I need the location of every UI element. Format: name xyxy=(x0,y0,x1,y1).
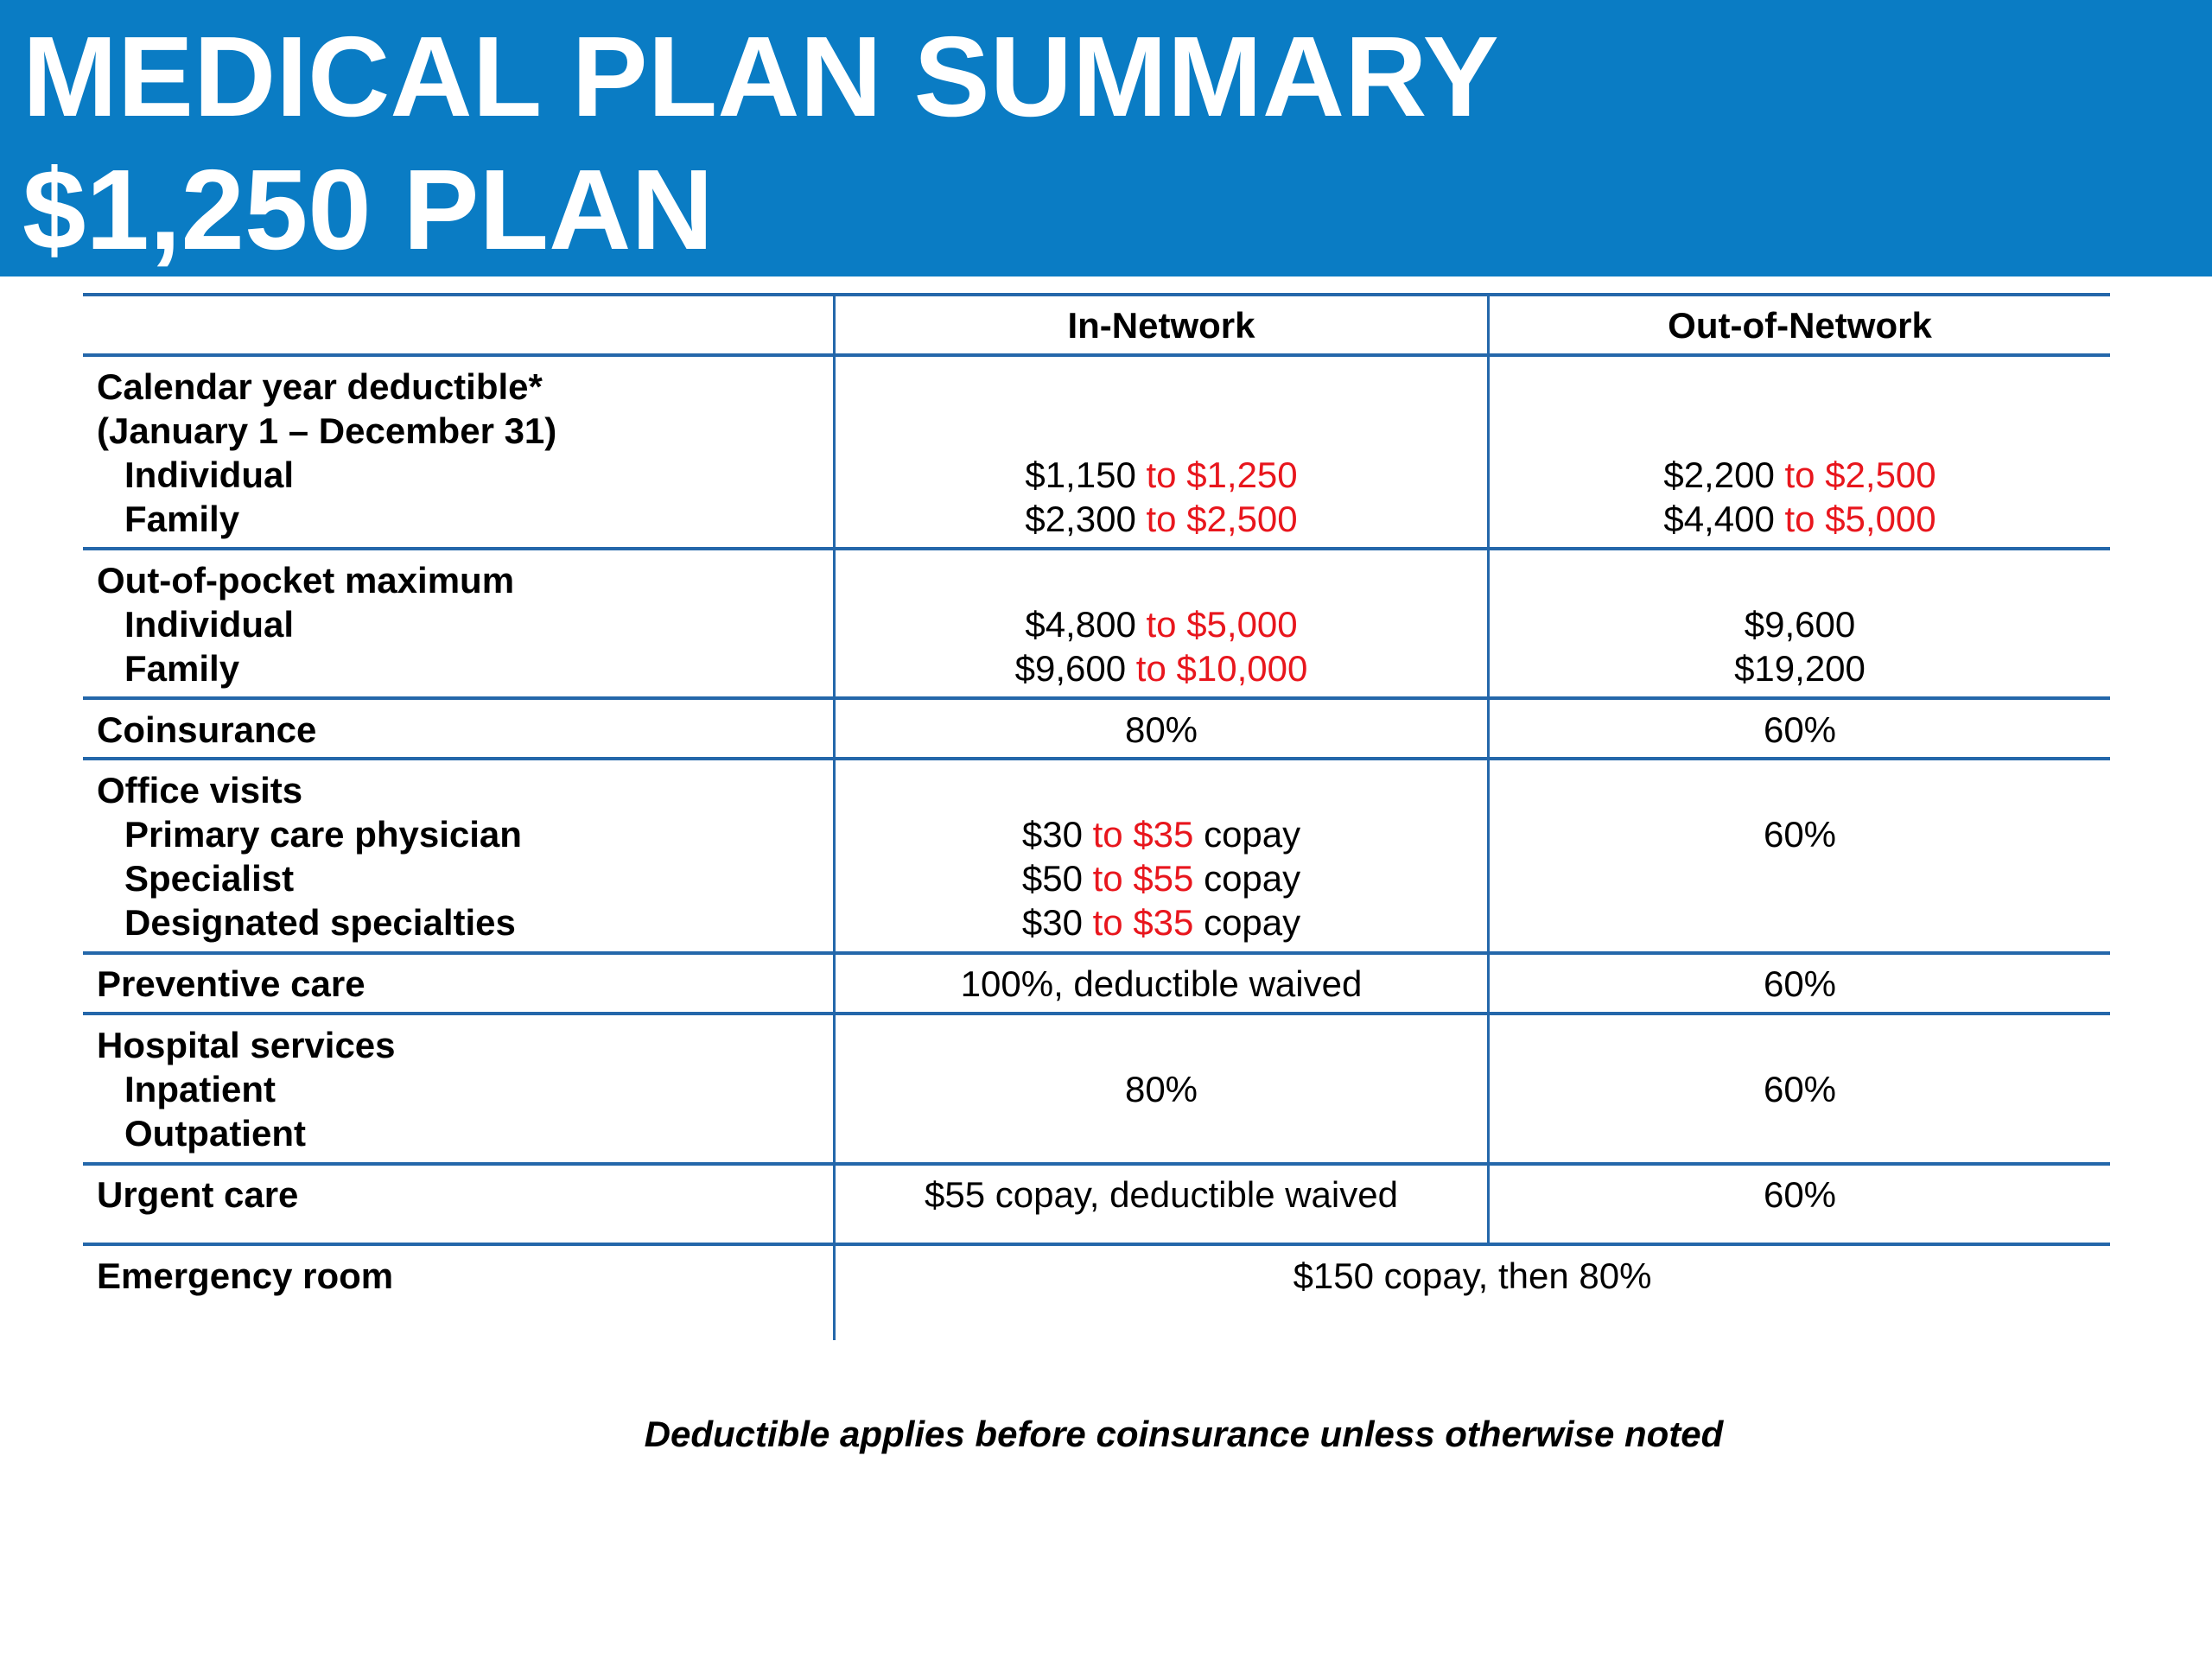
table-rule xyxy=(83,1012,2110,1015)
hospital-in-network: 80% xyxy=(1124,1069,1198,1109)
row-label-office-visits: Office visits Primary care physician Specialist Designated specialties xyxy=(97,770,522,943)
office-visits-in-network: $30 to $35 copay $50 to $55 copay $30 to $35 copay xyxy=(1021,814,1301,943)
oop-in-network: $4,800 to $5,000 $9,600 to $10,000 xyxy=(1014,604,1308,689)
plan-name: $1,250 PLAN xyxy=(22,146,714,273)
table-rule xyxy=(83,293,2110,296)
row-label-urgent-care: Urgent care xyxy=(97,1174,299,1215)
urgent-care-in-network: $55 copay, deductible waived xyxy=(925,1174,1398,1215)
deductible-out-of-network: $2,200 to $2,500 $4,400 to $5,000 xyxy=(1663,454,1936,539)
column-header-in-network: In-Network xyxy=(1067,305,1255,346)
row-label-coinsurance: Coinsurance xyxy=(97,709,317,750)
office-visits-out-of-network: 60% xyxy=(1763,814,1837,855)
urgent-care-out-of-network: 60% xyxy=(1763,1174,1837,1215)
table-rule xyxy=(83,757,2110,760)
title-banner xyxy=(0,0,2212,276)
table-rule xyxy=(83,951,2110,955)
table-rule xyxy=(83,1162,2110,1166)
coinsurance-in-network: 80% xyxy=(1124,709,1198,750)
coinsurance-out-of-network: 60% xyxy=(1763,709,1837,750)
table-rule xyxy=(83,353,2110,357)
table-rule xyxy=(83,1243,2110,1246)
table-rule xyxy=(83,696,2110,700)
preventive-out-of-network: 60% xyxy=(1763,963,1837,1004)
footnote: Deductible applies before coinsurance unless otherwise noted xyxy=(644,1414,1724,1454)
oop-out-of-network: $9,600 $19,200 xyxy=(1734,604,1866,689)
hospital-out-of-network: 60% xyxy=(1763,1069,1837,1109)
emergency-room-value: $150 copay, then 80% xyxy=(1293,1255,1652,1296)
table-rule xyxy=(83,547,2110,550)
row-label-out-of-pocket: Out-of-pocket maximum Individual Family xyxy=(97,560,515,689)
column-header-out-of-network: Out-of-Network xyxy=(1668,305,1932,346)
deductible-in-network: $1,150 to $1,250 $2,300 to $2,500 xyxy=(1025,454,1298,539)
row-label-hospital-services: Hospital services Inpatient Outpatient xyxy=(97,1025,396,1154)
row-label-preventive-care: Preventive care xyxy=(97,963,365,1004)
row-label-deductible: Calendar year deductible* (January 1 – December 31) Individual Family xyxy=(97,366,557,539)
page-title: MEDICAL PLAN SUMMARY xyxy=(22,13,1499,140)
preventive-in-network: 100%, deductible waived xyxy=(960,963,1363,1004)
row-label-emergency-room: Emergency room xyxy=(97,1255,394,1296)
